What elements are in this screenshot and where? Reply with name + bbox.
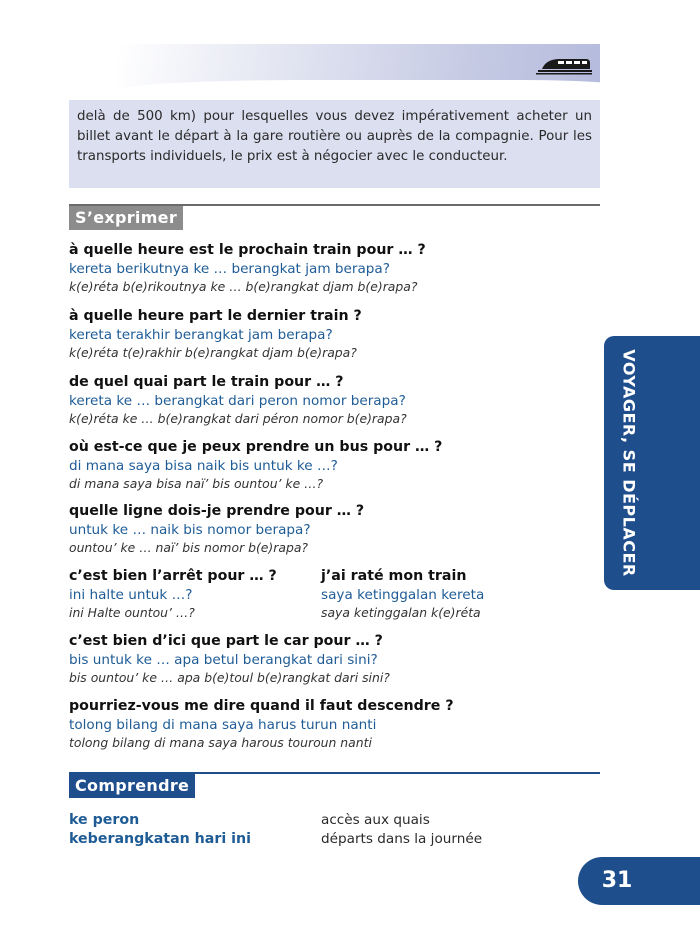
phrase-item <box>69 307 529 361</box>
phrase-pronunciation: tolong bilang di mana saya harous touroun nanti <box>69 735 372 750</box>
phrase-pronunciation: ountou’ ke … naï’ bis nomor b(e)rapa? <box>69 540 308 555</box>
info-box-text: delà de 500 km) pour lesquelles vous devez impérativement acheter un billet avant le départ à la gare routière ou auprès de la compagnie. Pour les transports individuels, le prix est à négocier avec le conducteur. <box>77 109 592 164</box>
phrase-item <box>69 438 529 492</box>
phrase-indonesian: bis untuk ke … apa betul berangkat dari sini? <box>69 652 378 668</box>
phrase-french: j’ai raté mon train <box>321 568 467 584</box>
phrase-pronunciation: k(e)réta ke … b(e)rangkat dari péron nomor b(e)rapa? <box>69 411 407 426</box>
phrase-french: où est-ce que je peux prendre un bus pour … ? <box>69 439 443 455</box>
phrase-indonesian: saya ketinggalan kereta <box>321 587 485 603</box>
side-tab-edge <box>654 336 700 590</box>
phrase-french: pourriez-vous me dire quand il faut descendre ? <box>69 698 454 714</box>
chapter-side-tab <box>604 336 654 590</box>
understand-french: départs dans la journée <box>321 831 483 847</box>
phrase-indonesian: kereta ke … berangkat dari peron nomor berapa? <box>69 393 406 409</box>
phrase-french: à quelle heure est le prochain train pour … ? <box>69 242 426 258</box>
phrase-pronunciation: di mana saya bisa naï’ bis ountou’ ke …? <box>69 476 324 491</box>
phrase-pronunciation: k(e)réta b(e)rikoutnya ke … b(e)rangkat djam b(e)rapa? <box>69 279 418 294</box>
phrase-pronunciation: saya ketinggalan k(e)réta <box>321 605 481 620</box>
phrase-french: de quel quai part le train pour … ? <box>69 374 344 390</box>
train-icon <box>536 56 592 76</box>
understand-indonesian: ke peron <box>69 812 140 828</box>
phrase-item <box>69 632 529 686</box>
understand-item <box>69 812 489 832</box>
phrase-french: c’est bien d’ici que part le car pour … ? <box>69 633 383 649</box>
phrase-indonesian: tolong bilang di mana saya harus turun nanti <box>69 717 377 733</box>
chapter-side-tab-label: VOYAGER, SE DÉPLACER <box>619 349 639 577</box>
section-understand-title: Comprendre <box>69 774 195 798</box>
phrase-indonesian: kereta terakhir berangkat jam berapa? <box>69 327 333 343</box>
phrase-pronunciation: bis ountou’ ke … apa b(e)toul b(e)rangkat dari sini? <box>69 670 390 685</box>
section-express-title: S’exprimer <box>69 206 183 230</box>
phrase-pronunciation: k(e)réta t(e)rakhir b(e)rangkat djam b(e)rapa? <box>69 345 357 360</box>
phrase-item <box>69 373 529 427</box>
phrase-item <box>69 697 529 751</box>
page-number: 31 <box>601 868 633 893</box>
section-express-header <box>69 204 600 230</box>
phrase-french: c’est bien l’arrêt pour … ? <box>69 568 277 584</box>
phrase-french: à quelle heure part le dernier train ? <box>69 308 362 324</box>
phrase-item-right <box>321 567 551 621</box>
phrase-item-left <box>69 567 309 621</box>
info-box <box>69 100 600 188</box>
phrase-indonesian: untuk ke … naik bis nomor berapa? <box>69 522 311 538</box>
phrase-indonesian: ini halte untuk …? <box>69 587 193 603</box>
phrase-indonesian: di mana saya bisa naik bis untuk ke …? <box>69 458 338 474</box>
phrase-item <box>69 241 529 295</box>
phrase-pronunciation: ini Halte ountou’ …? <box>69 605 195 620</box>
understand-indonesian: keberangkatan hari ini <box>69 831 251 847</box>
understand-french: accès aux quais <box>321 812 430 828</box>
understand-item <box>69 831 489 851</box>
phrase-indonesian: kereta berikutnya ke … berangkat jam berapa? <box>69 261 390 277</box>
page-number-tab <box>578 857 700 905</box>
phrase-item <box>69 502 529 556</box>
phrase-french: quelle ligne dois-je prendre pour … ? <box>69 503 365 519</box>
section-understand-header <box>69 772 600 798</box>
